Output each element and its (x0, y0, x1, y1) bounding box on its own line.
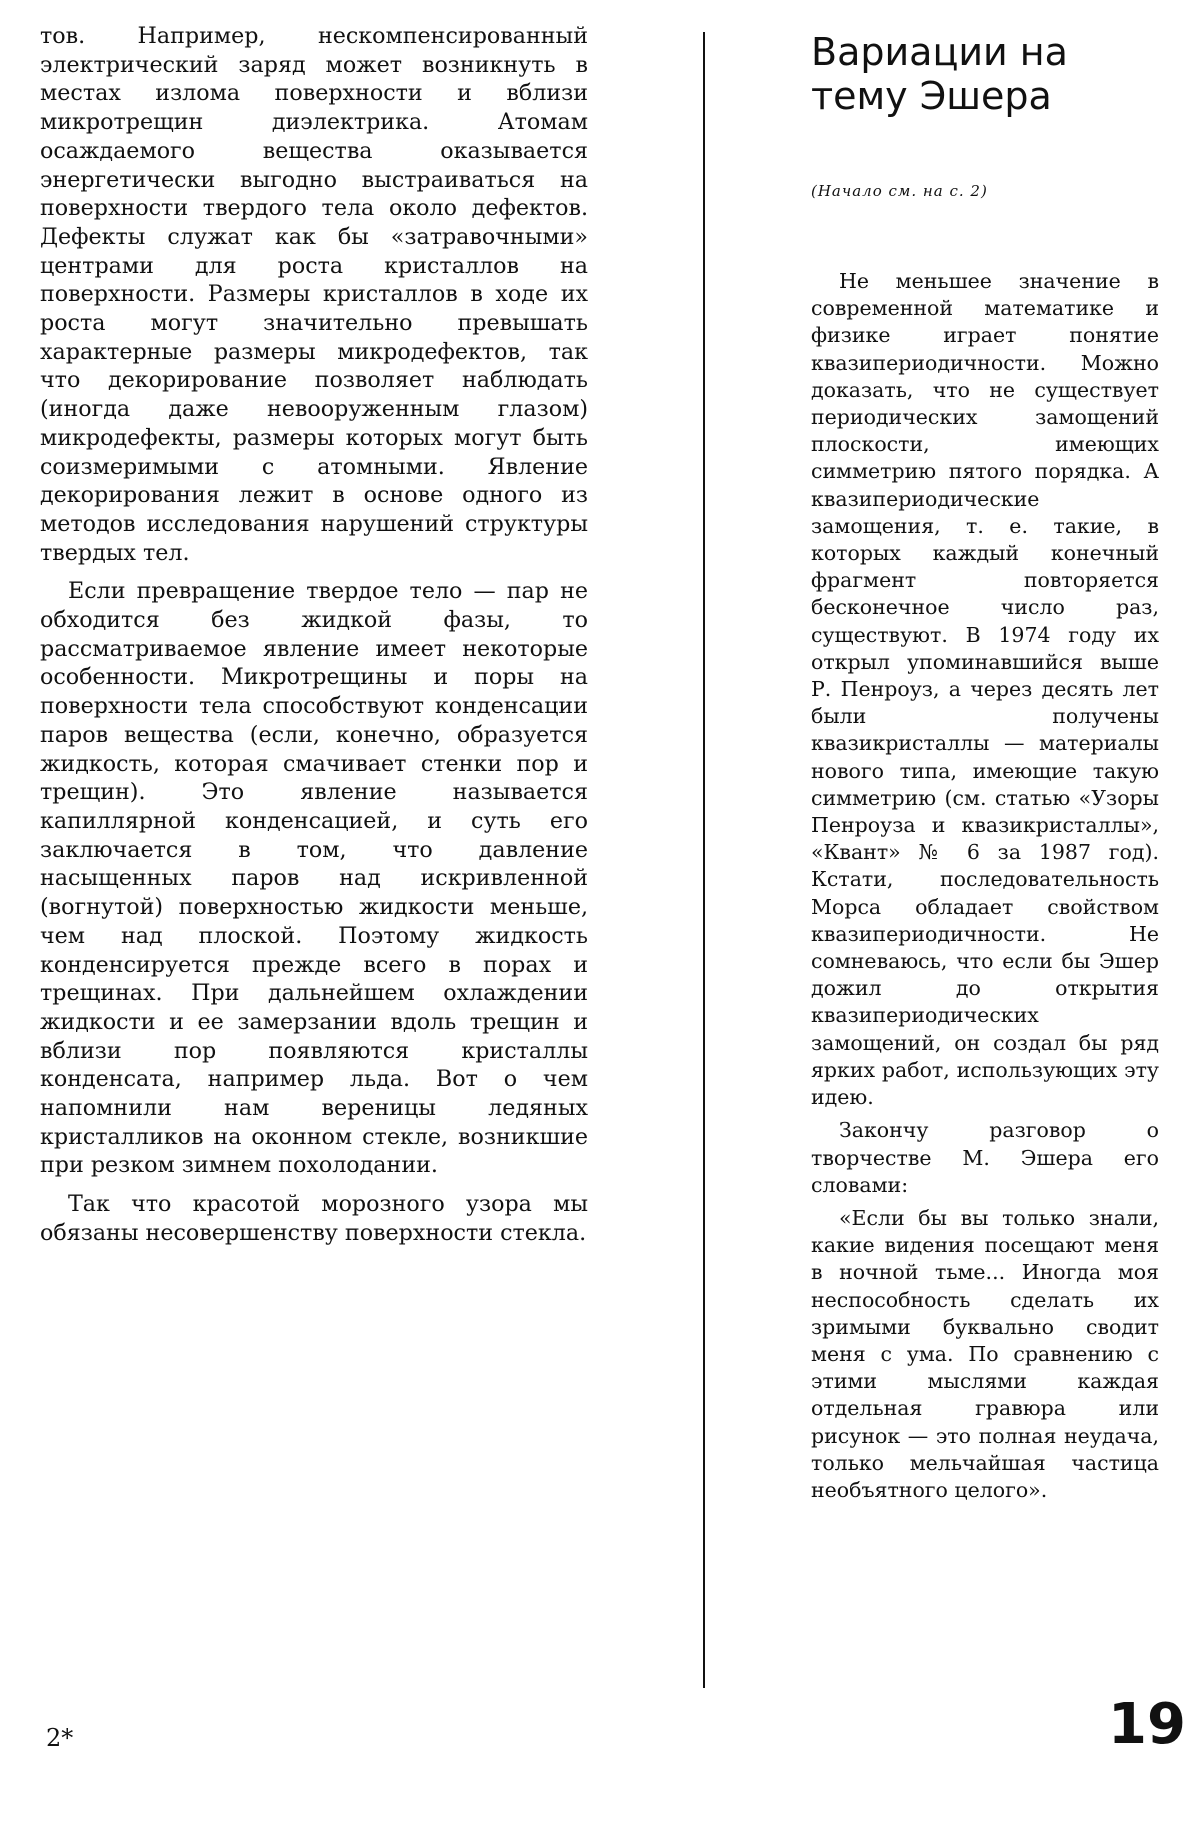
right-paragraph-1: Не меньшее значение в современной математике и физике играет понятие квазипериодичности. Можно доказать, что не существует периодических замощений плоскости, имеющих симметрию пятого порядка. А квазипериодические замощения, т. е. такие, в которых каждый конечный фрагмент повторяется бесконечное число раз, существуют. В 1974 году их открыл упоминавшийся выше Р. Пенроуз, а через десять лет были получены квазикристаллы — материалы нового типа, имеющие такую симметрию (см. статью «Узоры Пенроуза и квазикристаллы», «Квант» № 6 за 1987 год). Кстати, последовательность Морса обладает свойством квазипериодичности. Не сомневаюсь, что если бы Эшер дожил до открытия квазипериодических замощений, он создал бы ряд ярких работ, использующих эту идею. (811, 269, 1159, 1110)
continuation-note: (Начало см. на с. 2) (811, 182, 988, 200)
right-body (811, 268, 1159, 1504)
left-column (40, 22, 588, 1248)
left-paragraph-2: Если превращение твердое тело — пар не обходится без жидкой фазы, то рассматриваемое явление имеет некоторые особенности. Микротрещины и поры на поверхности тела способствуют конденсации паров вещества (если, конечно, образуется жидкость, которая смачивает стенки пор и трещин). Это явление называется капиллярной конденсацией, и суть его заключается в том, что давление насыщенных паров над искривленной (вогнутой) поверхностью жидкости меньше, чем над плоской. Поэтому жидкость конденсируется прежде всего в порах и трещинах. При дальнейшем охлаждении жидкости и ее замерзании вдоль трещин и вблизи пор появляются кристаллы конденсата, например льда. Вот о чем напомнили нам вереницы ледяных кристалликов на оконном стекле, возникшие при резком зимнем похолодании. (40, 578, 588, 1179)
article-title: Вариации на тему Эшера (811, 30, 1068, 118)
column-divider (703, 32, 705, 1688)
right-paragraph-2: Закончу разговор о творчестве М. Эшера его словами: (811, 1118, 1159, 1197)
left-paragraph-1: тов. Например, нескомпенсированный электрический заряд может возникнуть в местах излома поверхности и вблизи микротрещин диэлектрика. Атомам осаждаемого вещества оказывается энергетически выгодно выстраиваться на поверхности твердого тела около дефектов. Дефекты служат как бы «затравочными» центрами для роста кристаллов на поверхности. Размеры кристаллов в ходе их роста могут значительно превышать характерные размеры микродефектов, так что декорирование позволяет наблюдать (иногда даже невооруженным глазом) микродефекты, размеры которых могут быть соизмеримыми с атомными. Явление декорирования лежит в основе одного из методов исследования нарушений структуры твердых тел. (40, 23, 588, 566)
signature-mark: 2* (46, 1724, 74, 1752)
page-number: 19 (1108, 1692, 1186, 1757)
right-paragraph-3: «Если бы вы только знали, какие видения посещают меня в ночной тьме... Иногда моя неспособность сделать их зримыми буквально сводит меня с ума. По сравнению с этими мыслями каждая отдельная гравюра или рисунок — это полная неудача, только мельчайшая частица необъятного целого». (811, 1205, 1159, 1502)
right-column (811, 30, 1159, 1504)
left-paragraph-3: Так что красотой морозного узора мы обязаны несовершенству поверхности стекла. (40, 1191, 588, 1246)
